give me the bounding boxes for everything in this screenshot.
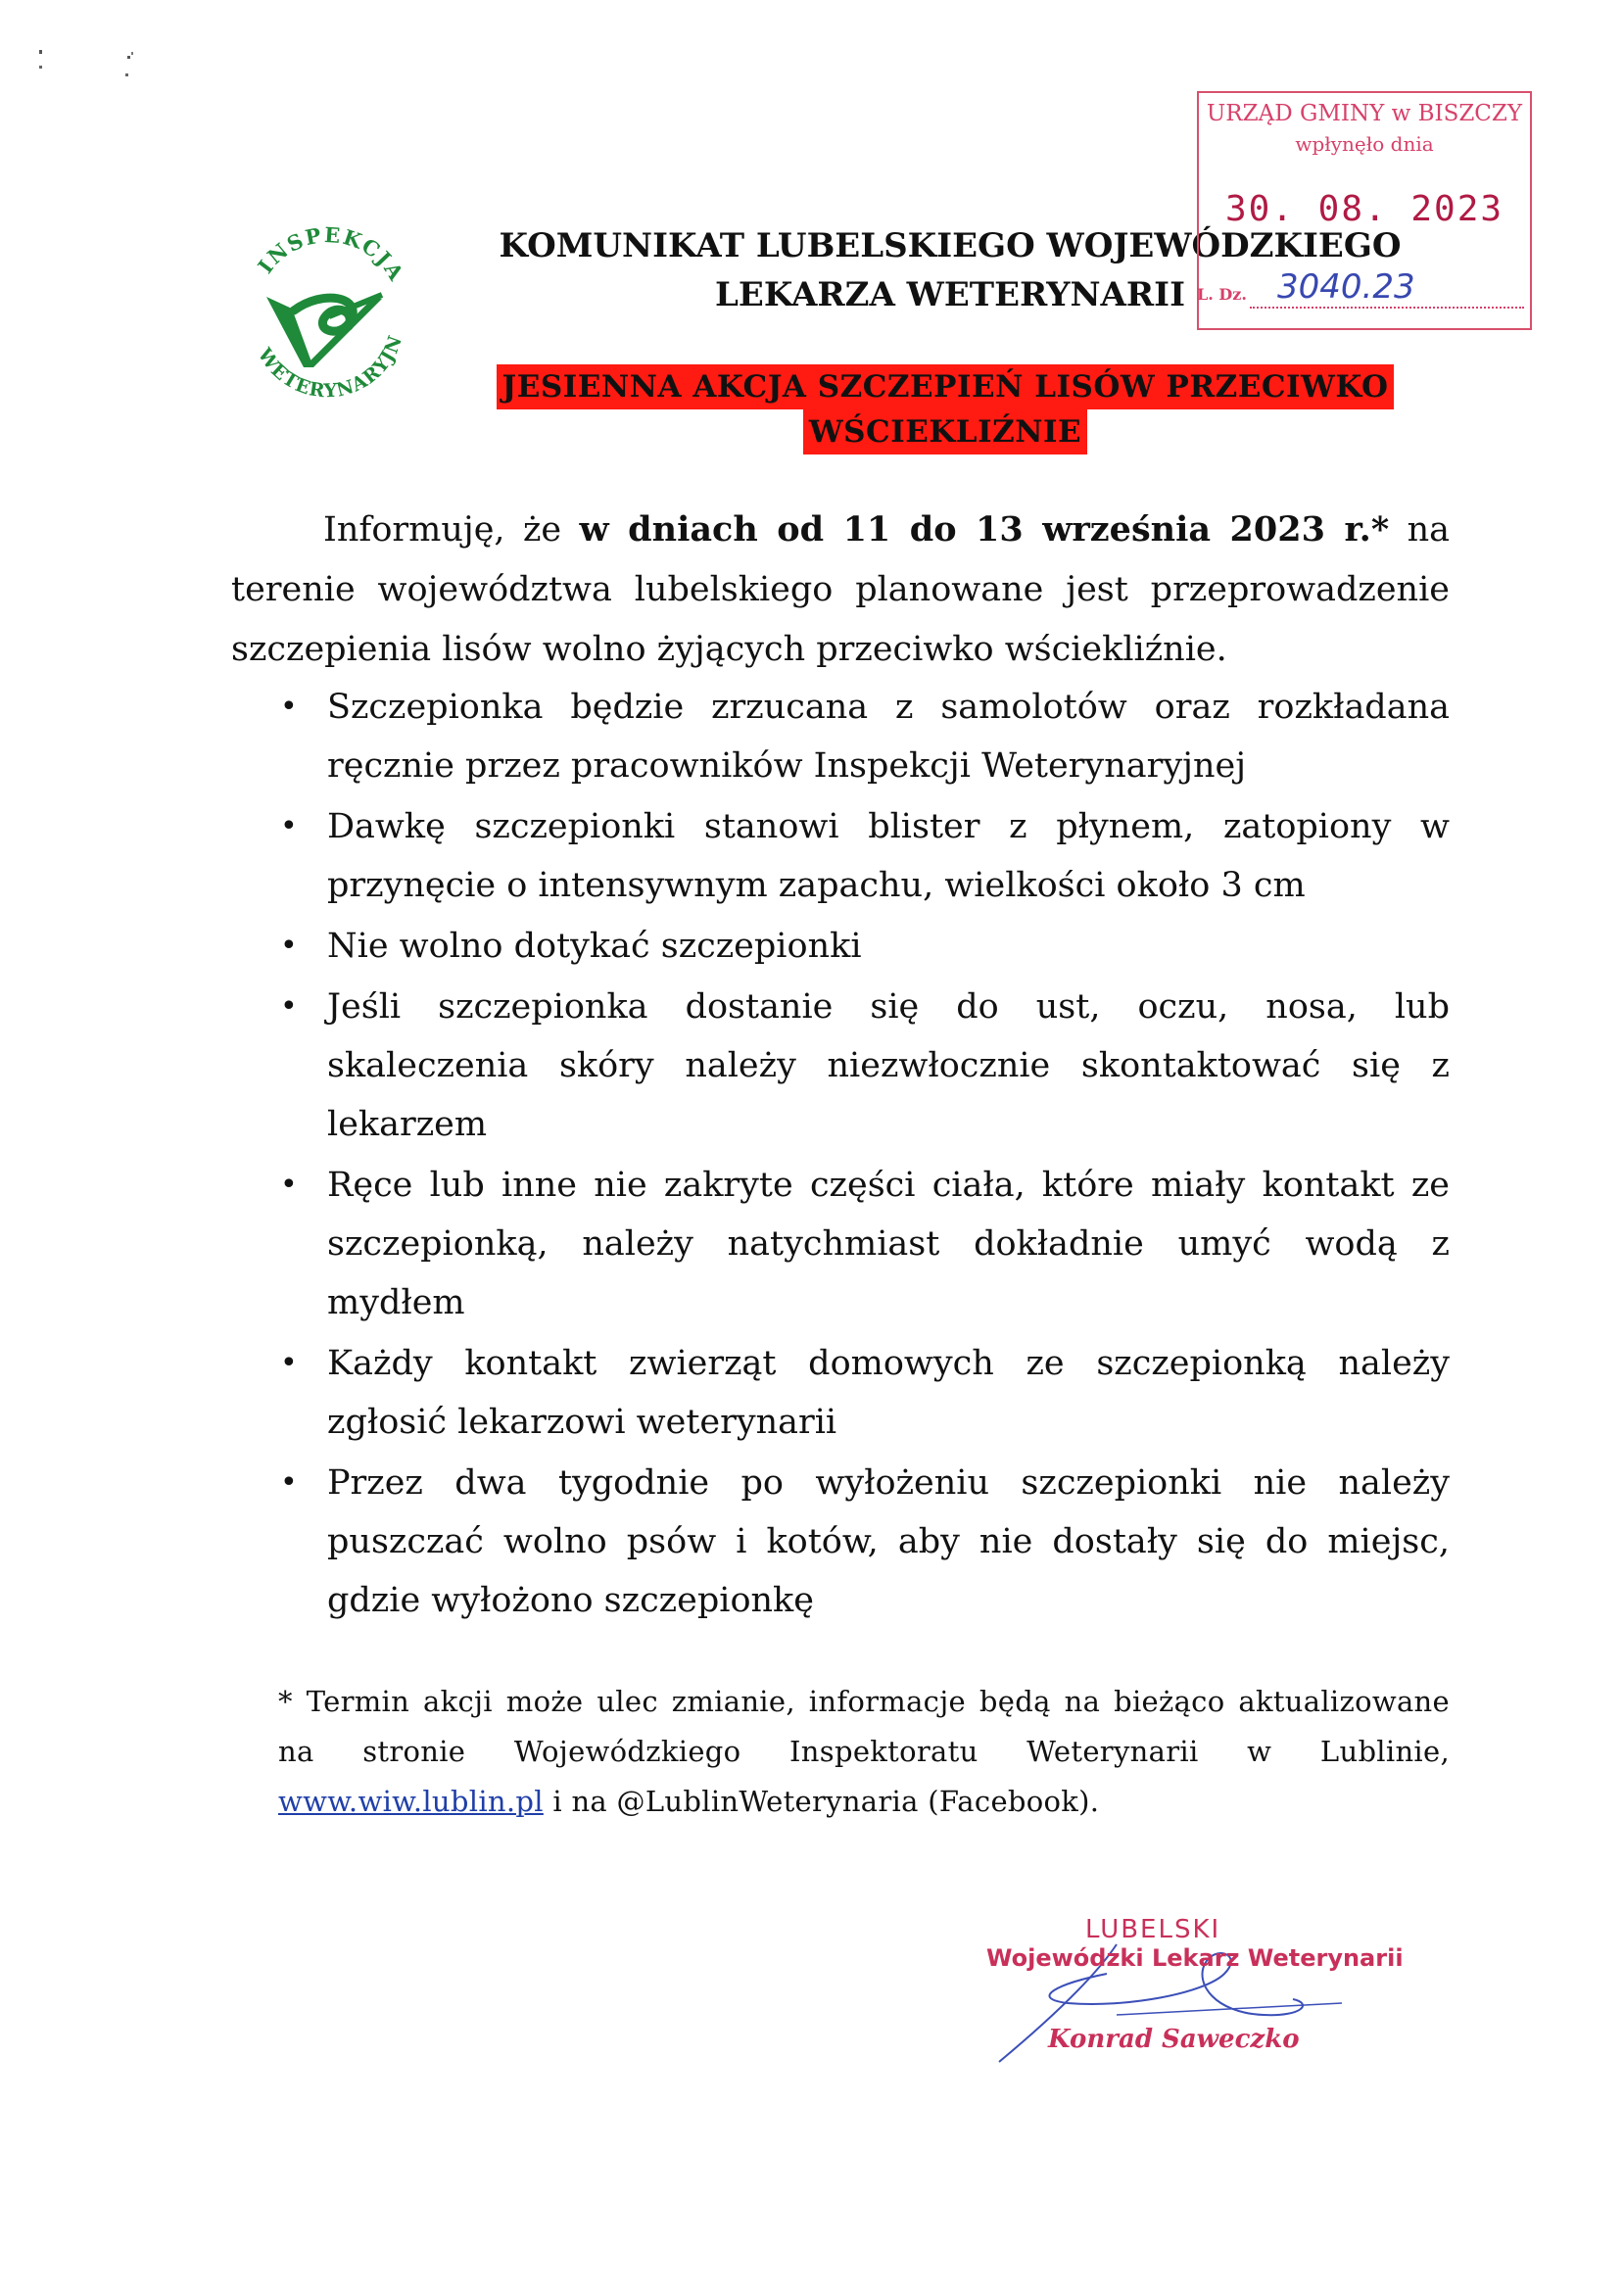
signature-name: Konrad Saweczko bbox=[1048, 2025, 1300, 2054]
list-item-text: Jeśli szczepionka dostanie się do ust, oczu, nosa, lub skaleczenia skóry należy niezwłocznie skontaktować się z lekarzem bbox=[327, 987, 1450, 1144]
list-item bbox=[231, 917, 1450, 976]
list-item bbox=[231, 678, 1450, 795]
intro-prefix: Informuję, że bbox=[323, 510, 580, 550]
logo-text-bottom: WETERYNARYJN bbox=[253, 332, 407, 403]
bullet-icon: • bbox=[280, 809, 298, 843]
veterinary-inspection-logo bbox=[235, 220, 421, 416]
list-item-text: Przez dwa tygodnie po wyłożeniu szczepionki nie należy puszczać wolno psów i kotów, aby nie dostały się do miejsc, gdzie wyłożono szczepionkę bbox=[327, 1463, 1450, 1620]
bullet-icon: • bbox=[280, 690, 298, 724]
signature-line-1: LUBELSKI bbox=[1085, 1915, 1221, 1944]
list-item-text: Każdy kontakt zwierząt domowych ze szczepionką należy zgłosić lekarzowi weterynarii bbox=[327, 1344, 1450, 1442]
website-link[interactable]: www.wiw.lublin.pl bbox=[278, 1785, 544, 1818]
intro-paragraph bbox=[231, 500, 1450, 680]
svg-text:INSPEKCJA bbox=[253, 222, 409, 286]
subject-banner bbox=[485, 364, 1406, 454]
list-item bbox=[231, 978, 1450, 1154]
received-stamp bbox=[1197, 91, 1532, 330]
signature-block bbox=[970, 1905, 1404, 2081]
stamp-received-label: wpłynęło dnia bbox=[1295, 132, 1434, 156]
list-item-text: Ręce lub inne nie zakryte części ciała, które miały kontakt ze szczepionką, należy natychmiast dokładnie umyć wodą z mydłem bbox=[327, 1166, 1450, 1322]
list-item-text: Szczepionka będzie zrzucana z samolotów oraz rozkładana ręcznie przez pracowników Inspekcji Weterynaryjnej bbox=[327, 688, 1450, 786]
footnote-suffix: i na @LublinWeterynaria (Facebook). bbox=[543, 1785, 1100, 1818]
stamp-office: URZĄD GMINY w BISZCZY bbox=[1206, 101, 1523, 126]
stamp-ldz-label: L. Dz. bbox=[1197, 285, 1247, 304]
bullet-icon: • bbox=[280, 929, 298, 963]
bullet-icon: • bbox=[280, 1465, 298, 1500]
intro-dates: w dniach od 11 do 13 września 2023 r.* bbox=[579, 509, 1390, 550]
signature-title: Wojewódzki Lekarz Weterynarii bbox=[986, 1944, 1404, 1972]
banner-line-2: WŚCIEKLIŹNIE bbox=[803, 409, 1087, 454]
list-item bbox=[231, 1156, 1450, 1332]
list-item bbox=[231, 1334, 1450, 1452]
title-line-2: LEKARZA WETERYNARII bbox=[715, 275, 1185, 314]
list-item-text: Nie wolno dotykać szczepionki bbox=[327, 927, 862, 966]
bullet-icon: • bbox=[280, 1168, 298, 1202]
scan-artifacts bbox=[29, 44, 147, 93]
title-line-1: KOMUNIKAT LUBELSKIEGO WOJEWÓDZKIEGO bbox=[499, 226, 1402, 265]
bullet-icon: • bbox=[280, 1346, 298, 1380]
footnote-prefix: * Termin akcji może ulec zmianie, informacje będą na bieżąco aktualizowane na stronie Wojewódzkiego Inspektoratu Weterynarii w Lublinie, bbox=[278, 1685, 1450, 1768]
list-item-text: Dawkę szczepionki stanowi blister z płynem, zatopiony w przynęcie o intensywnym zapachu, wielkości około 3 cm bbox=[327, 807, 1450, 905]
instructions-list bbox=[231, 678, 1450, 1632]
logo-text-top: INSPEKCJA bbox=[253, 221, 410, 287]
stamp-dotted-line bbox=[1250, 307, 1524, 309]
bullet-icon: • bbox=[280, 989, 298, 1024]
list-item bbox=[231, 797, 1450, 915]
intro-suffix: na terenie województwa lubelskiego planowane jest przeprowadzenie szczepienia lisów wolno żyjących przeciwko wściekliźnie. bbox=[231, 510, 1450, 669]
stamp-date: 30. 08. 2023 bbox=[1224, 189, 1504, 229]
stamp-reference-number: 3040.23 bbox=[1277, 267, 1415, 307]
list-item bbox=[231, 1454, 1450, 1630]
banner-line-1: JESIENNA AKCJA SZCZEPIEŃ LISÓW PRZECIWKO bbox=[497, 364, 1395, 409]
footnote bbox=[278, 1677, 1450, 1827]
